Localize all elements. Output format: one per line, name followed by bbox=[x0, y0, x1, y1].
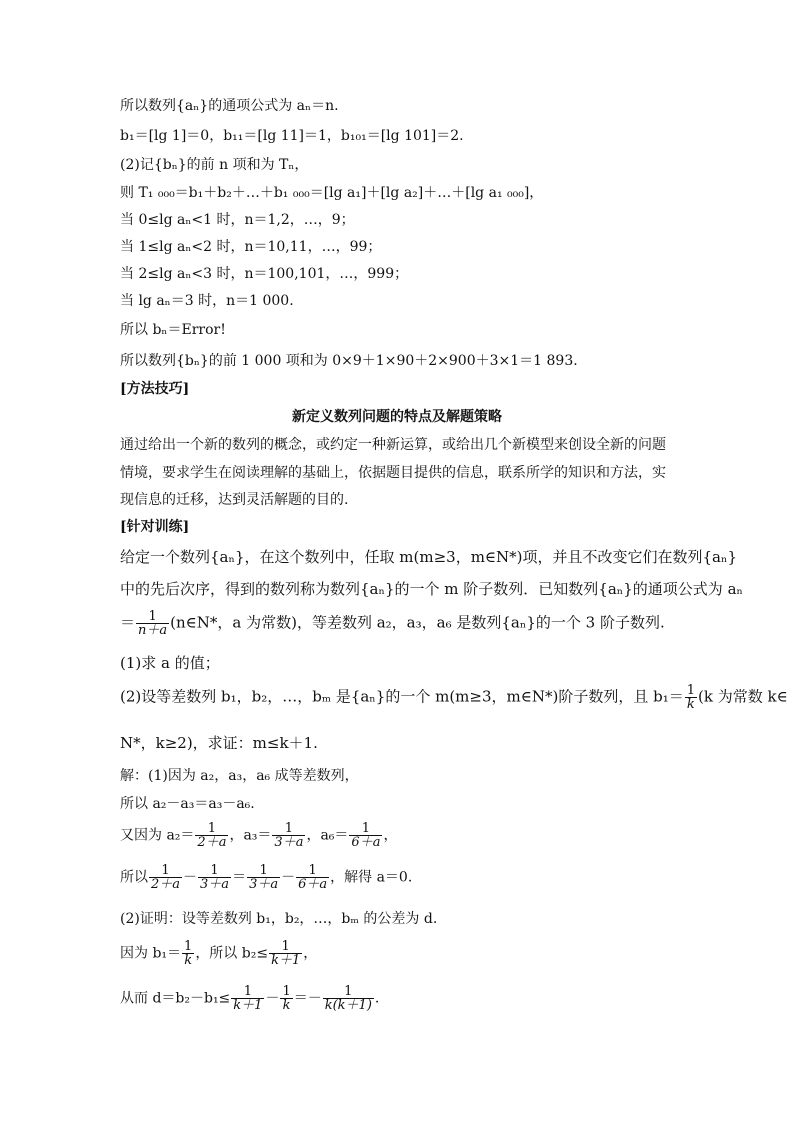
text-line: 通过给出一个新的数列的概念，或约定一种新运算，或给出几个新模型来创设全新的问题 bbox=[120, 437, 666, 453]
denominator: n＋a bbox=[138, 623, 168, 638]
numerator: 1 bbox=[184, 939, 193, 954]
denominator: 6＋a bbox=[298, 877, 328, 892]
numerator: 1 bbox=[686, 683, 695, 698]
text-segment: (k 为常数 k∈ bbox=[698, 687, 788, 706]
denominator: k bbox=[280, 998, 292, 1012]
numerator: 1 bbox=[284, 821, 294, 836]
fraction-1-over-k-k-plus-1 bbox=[323, 985, 374, 1012]
denominator: 3＋a bbox=[274, 835, 304, 850]
text-segment: － bbox=[265, 990, 280, 1007]
numerator: 1 bbox=[207, 821, 217, 836]
text-segment: ，所以 b₂≤ bbox=[195, 945, 269, 962]
text-segment: ＝－ bbox=[293, 990, 322, 1007]
fraction-1-over-k bbox=[685, 684, 697, 711]
text-segment: ＝ bbox=[232, 869, 247, 886]
text-segment: ，a₆＝ bbox=[306, 827, 349, 844]
text-line: 则 T₁ ₀₀₀＝b₁＋b₂＋…＋b₁ ₀₀₀＝[lg a₁]＋[lg a₂]＋…＋[lg a₁ ₀₀₀]， bbox=[120, 185, 544, 201]
text-line: 所以数列{aₙ}的通项公式为 aₙ＝n. bbox=[120, 98, 339, 114]
numerator: 1 bbox=[344, 984, 353, 999]
fraction-a6 bbox=[349, 822, 382, 849]
text-line: 所以 a₂－a₃＝a₃－a₆. bbox=[120, 796, 255, 812]
numerator: 1 bbox=[259, 863, 268, 878]
denominator: k＋1 bbox=[271, 953, 301, 968]
text-line: 所以 bₙ＝Error! bbox=[120, 322, 226, 338]
text-segment: － bbox=[183, 869, 198, 886]
text-line-with-fraction bbox=[120, 822, 397, 849]
text-segment: 所以 bbox=[120, 869, 148, 886]
text-line-with-fraction bbox=[120, 610, 665, 637]
denominator: k bbox=[685, 697, 697, 711]
fraction-1-over-n-plus-a bbox=[136, 610, 169, 637]
section-label-practice: [针对训练] bbox=[120, 519, 190, 535]
text-segment: ， bbox=[383, 827, 398, 844]
fraction bbox=[149, 864, 182, 891]
numerator: 1 bbox=[161, 863, 170, 878]
text-segment: ， bbox=[303, 945, 318, 962]
fraction-1-over-k bbox=[182, 940, 194, 967]
fraction bbox=[247, 864, 280, 891]
text-line: 中的先后次序，得到的数列称为数列{aₙ}的一个 m 阶子数列．已知数列{aₙ}的通项公式为 aₙ bbox=[120, 580, 744, 598]
fraction-a2 bbox=[195, 822, 228, 849]
equals-sign: ＝ bbox=[120, 613, 136, 632]
text-line: N*，k≥2)，求证：m≤k＋1. bbox=[120, 734, 318, 752]
numerator: 1 bbox=[281, 939, 290, 954]
text-line: 给定一个数列{aₙ}，在这个数列中，任取 m(m≥3，m∈N*)项，并且不改变它们在数列{aₙ} bbox=[120, 548, 738, 566]
text-line: (2)记{bₙ}的前 n 项和为 Tₙ， bbox=[120, 157, 309, 173]
text-line: 所以数列{bₙ}的前 1 000 项和为 0×9＋1×90＋2×900＋3×1＝1 893. bbox=[120, 353, 578, 369]
denominator: 6＋a bbox=[351, 835, 381, 850]
text-segment: 因为 b₁＝ bbox=[120, 945, 182, 962]
text-line: 解：(1)因为 a₂，a₃，a₆ 成等差数列， bbox=[120, 768, 359, 784]
fraction-1-over-k bbox=[280, 985, 292, 1012]
text-line-with-fraction bbox=[120, 985, 379, 1012]
denominator: k＋1 bbox=[233, 998, 263, 1013]
numerator: 1 bbox=[282, 984, 291, 999]
text-line-with-fraction bbox=[120, 864, 412, 891]
numerator: 1 bbox=[361, 821, 371, 836]
text-line-with-fraction bbox=[120, 940, 317, 967]
text-segment: ，a₃＝ bbox=[229, 827, 272, 844]
text-segment: 从而 d＝b₂－b₁≤ bbox=[120, 990, 231, 1007]
text-line: 当 0≤lg aₙ<1 时，n＝1,2，…，9； bbox=[120, 212, 355, 228]
denominator: k(k＋1) bbox=[324, 998, 372, 1013]
fraction-1-over-k-plus-1 bbox=[269, 940, 302, 967]
text-line: 当 1≤lg aₙ<2 时，n＝10,11，…，99； bbox=[120, 239, 382, 255]
text-segment: 又因为 a₂＝ bbox=[120, 827, 195, 844]
denominator: 3＋a bbox=[200, 877, 230, 892]
text-line: 当 lg aₙ＝3 时，n＝1 000. bbox=[120, 293, 294, 309]
text-segment: (2)设等差数列 b₁，b₂，…，bₘ 是{aₙ}的一个 m(m≥3，m∈N*)阶子数列，且 b₁＝ bbox=[120, 687, 684, 706]
denominator: 2＋a bbox=[197, 835, 227, 850]
denominator: 3＋a bbox=[249, 877, 279, 892]
text-line-with-fraction bbox=[120, 684, 788, 711]
numerator: 1 bbox=[308, 863, 317, 878]
text-line: 现信息的迁移，达到灵活解题的目的. bbox=[120, 492, 349, 508]
text-line: (2)证明：设等差数列 b₁，b₂，…，bₘ 的公差为 d. bbox=[120, 911, 438, 927]
text-segment: － bbox=[281, 869, 296, 886]
text-line: b₁＝[lg 1]＝0，b₁₁＝[lg 11]＝1，b₁₀₁＝[lg 101]＝2. bbox=[120, 128, 464, 144]
text-segment: ，解得 a＝0. bbox=[330, 869, 413, 886]
denominator: 2＋a bbox=[151, 877, 181, 892]
fraction bbox=[296, 864, 329, 891]
section-title: 新定义数列问题的特点及解题策略 bbox=[292, 409, 502, 425]
fraction bbox=[198, 864, 231, 891]
denominator: k bbox=[182, 953, 194, 967]
text-line: 情境，要求学生在阅读理解的基础上，依据题目提供的信息，联系所学的知识和方法，实 bbox=[120, 465, 666, 481]
numerator: 1 bbox=[210, 863, 219, 878]
text-segment: . bbox=[374, 990, 380, 1007]
fraction-a3 bbox=[272, 822, 305, 849]
numerator: 1 bbox=[148, 609, 157, 624]
section-label-method: [方法技巧] bbox=[120, 381, 190, 397]
text-segment: (n∈N*，a 为常数)，等差数列 a₂，a₃，a₆ 是数列{aₙ}的一个 3 阶子数列. bbox=[170, 613, 665, 632]
text-line: 当 2≤lg aₙ<3 时，n＝100,101，…，999； bbox=[120, 266, 409, 282]
numerator: 1 bbox=[243, 984, 253, 999]
text-line: (1)求 a 的值； bbox=[120, 654, 220, 672]
fraction-1-over-k-plus-1 bbox=[231, 985, 264, 1012]
